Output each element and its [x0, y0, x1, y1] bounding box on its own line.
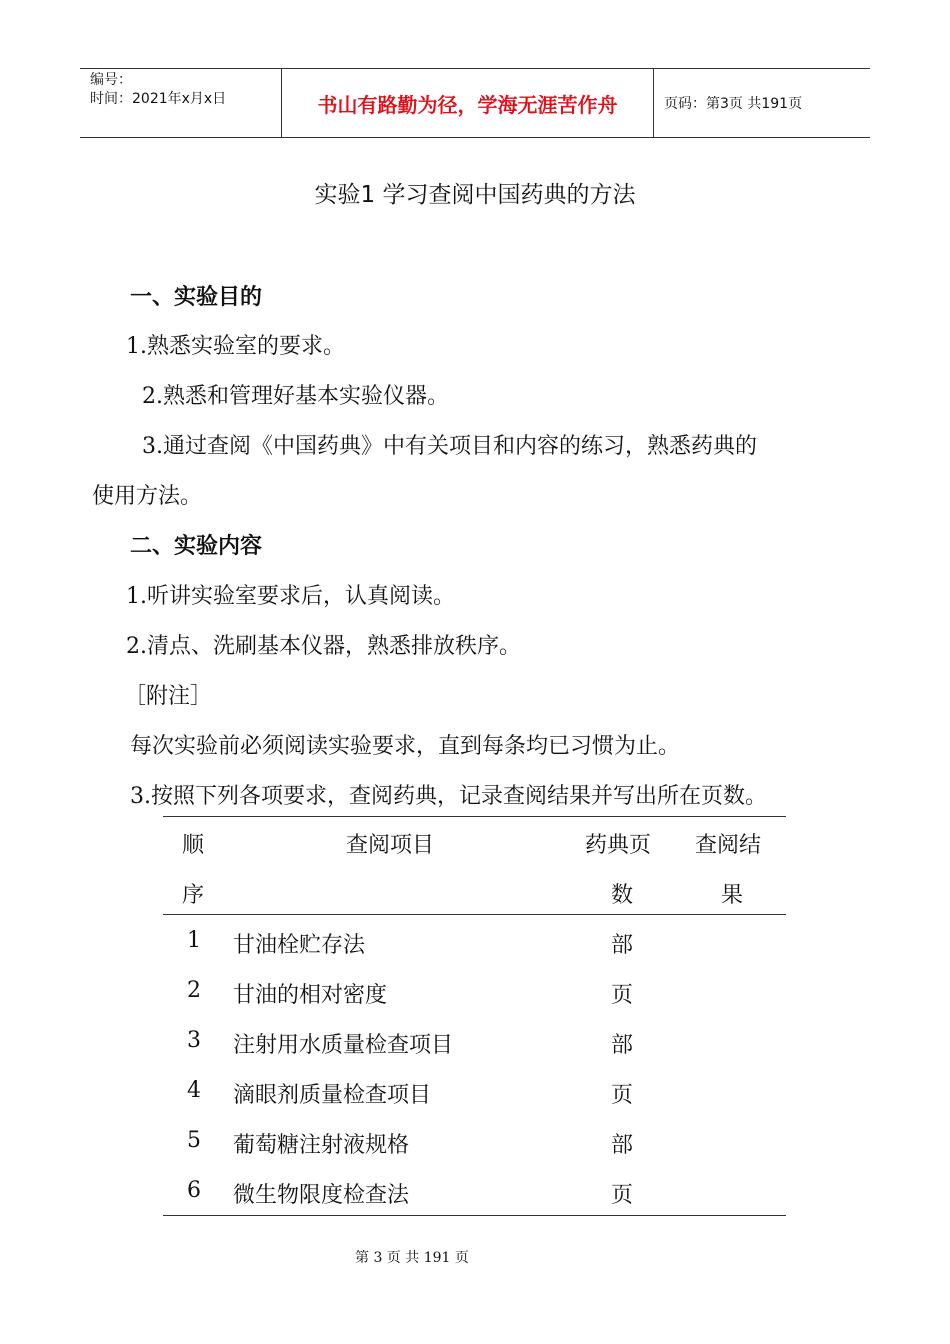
table-bottom-rule — [163, 1215, 786, 1216]
time-label: 时间：2021年x月x日 — [90, 91, 227, 107]
row-item: 甘油的相对密度 — [233, 983, 388, 1008]
document-header — [80, 68, 870, 138]
note-label: ［附注］ — [124, 684, 213, 709]
objective-item: 3.通过查阅《中国药典》中有关项目和内容的练习，熟悉药典的 — [142, 434, 757, 459]
row-number: 2 — [187, 978, 201, 1003]
page-footer: 第 3 页 共 191 页 — [355, 1250, 469, 1266]
row-number: 1 — [187, 928, 201, 953]
objective-item: 2.熟悉和管理好基本实验仪器。 — [142, 384, 449, 409]
header-page: 药典页 — [585, 833, 652, 858]
row-number: 6 — [187, 1178, 201, 1203]
row-page: 页 — [611, 983, 634, 1008]
number-label: 编号： — [90, 72, 132, 88]
page-title: 实验1 学习查阅中国药典的方法 — [314, 182, 636, 208]
row-item: 微生物限度检查法 — [233, 1183, 410, 1208]
row-number: 5 — [187, 1128, 201, 1153]
table-top-rule — [163, 816, 786, 817]
row-page: 部 — [611, 1033, 634, 1058]
row-item: 滴眼剂质量检查项目 — [233, 1083, 432, 1108]
row-number: 3 — [187, 1028, 201, 1053]
header-result-cont: 果 — [721, 883, 744, 908]
row-item: 甘油栓贮存法 — [233, 933, 366, 958]
header-result: 查阅结 — [695, 833, 762, 858]
content-item: 2.清点、洗刷基本仪器，熟悉排放秩序。 — [126, 634, 521, 659]
header-motto: 书山有路勤为径，学海无涯苦作舟 — [282, 69, 654, 137]
content-item: 1.听讲实验室要求后，认真阅读。 — [126, 584, 455, 609]
objective-item-continuation: 使用方法。 — [92, 484, 203, 509]
header-order-cont: 序 — [182, 883, 205, 908]
objective-item: 1.熟悉实验室的要求。 — [126, 334, 345, 359]
header-item: 查阅项目 — [346, 833, 435, 858]
header-order: 顺 — [182, 833, 205, 858]
row-number: 4 — [187, 1078, 201, 1103]
header-meta — [80, 69, 282, 137]
row-page: 页 — [611, 1183, 634, 1208]
section-heading-content: 二、实验内容 — [130, 534, 263, 559]
row-page: 部 — [611, 933, 634, 958]
content-item: 3.按照下列各项要求，查阅药典，记录查阅结果并写出所在页数。 — [130, 784, 767, 809]
row-page: 页 — [611, 1083, 634, 1108]
row-item: 葡萄糖注射液规格 — [233, 1133, 410, 1158]
note-text: 每次实验前必须阅读实验要求，直到每条均已习惯为止。 — [130, 734, 681, 759]
row-item: 注射用水质量检查项目 — [233, 1033, 454, 1058]
row-page: 部 — [611, 1133, 634, 1158]
section-heading-objectives: 一、实验目的 — [130, 285, 263, 310]
table-header-rule — [163, 914, 786, 915]
header-page-info: 页码：第3页 共191页 — [664, 96, 803, 112]
header-page-cont: 数 — [611, 883, 634, 908]
